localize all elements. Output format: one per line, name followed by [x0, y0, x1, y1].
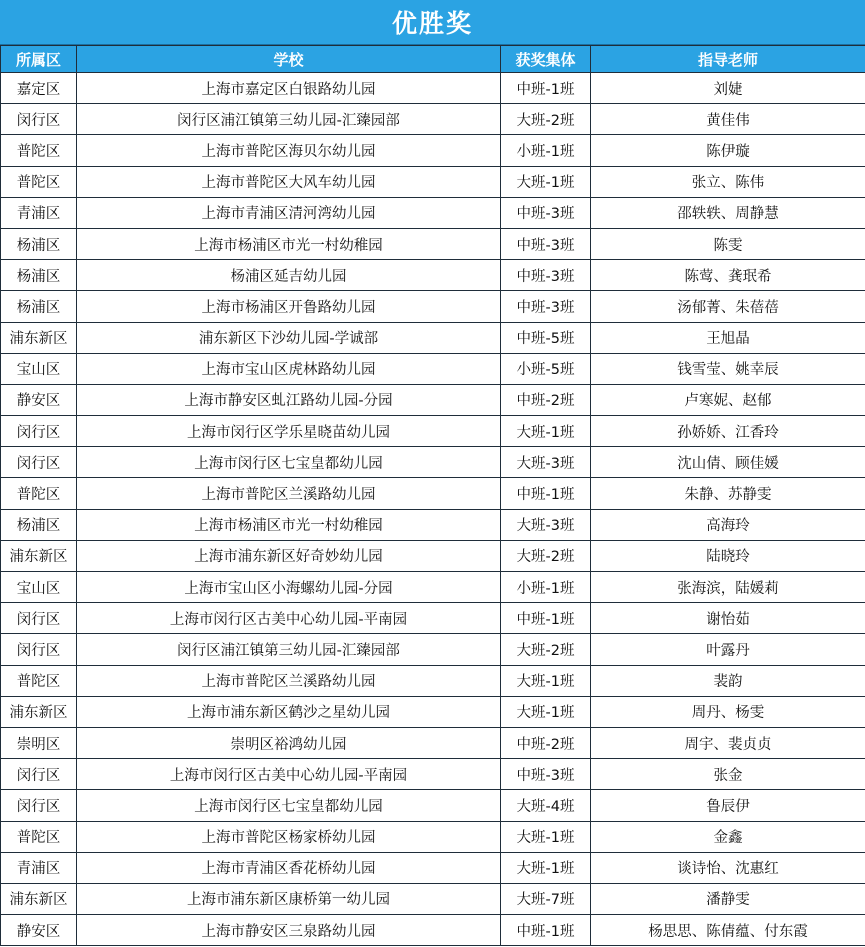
class-cell: 大班-1班: [501, 665, 591, 696]
table-row: [1, 634, 865, 665]
class-cell: 中班-2班: [501, 727, 591, 758]
class-cell: 大班-1班: [501, 166, 591, 197]
teacher-cell: 谈诗怡、沈惠红: [591, 852, 865, 883]
district-cell: 宝山区: [1, 572, 77, 603]
school-cell: 闵行区浦江镇第三幼儿园-汇臻园部: [77, 104, 501, 135]
sheet-title: 优胜奖: [0, 0, 865, 45]
district-cell: 浦东新区: [1, 322, 77, 353]
district-cell: 静安区: [1, 915, 77, 946]
school-cell: 闵行区浦江镇第三幼儿园-汇臻园部: [77, 634, 501, 665]
table-row: [1, 478, 865, 509]
district-cell: 浦东新区: [1, 540, 77, 571]
teacher-cell: 金鑫: [591, 821, 865, 852]
teacher-cell: 黄佳伟: [591, 104, 865, 135]
district-cell: 静安区: [1, 384, 77, 415]
district-cell: 嘉定区: [1, 73, 77, 104]
table-row: [1, 603, 865, 634]
district-cell: 杨浦区: [1, 291, 77, 322]
school-cell: 上海市宝山区小海螺幼儿园-分园: [77, 572, 501, 603]
teacher-cell: 高海玲: [591, 509, 865, 540]
column-header-district: 所属区: [1, 46, 77, 73]
table-row: [1, 384, 865, 415]
school-cell: 上海市普陀区海贝尔幼儿园: [77, 135, 501, 166]
class-cell: 小班-1班: [501, 135, 591, 166]
district-cell: 普陀区: [1, 478, 77, 509]
school-cell: 上海市宝山区虎林路幼儿园: [77, 353, 501, 384]
school-cell: 上海市闵行区七宝皇都幼儿园: [77, 790, 501, 821]
table-row: [1, 509, 865, 540]
teacher-cell: 张海滨，陆媛莉: [591, 572, 865, 603]
class-cell: 小班-5班: [501, 353, 591, 384]
table-row: [1, 790, 865, 821]
table-row: [1, 135, 865, 166]
class-cell: 中班-1班: [501, 915, 591, 946]
class-cell: 中班-3班: [501, 197, 591, 228]
class-cell: 中班-3班: [501, 260, 591, 291]
class-cell: 小班-1班: [501, 572, 591, 603]
class-cell: 大班-4班: [501, 790, 591, 821]
school-cell: 上海市普陀区兰溪路幼儿园: [77, 665, 501, 696]
award-table: [0, 45, 865, 946]
teacher-cell: 周宇、裴贞贞: [591, 727, 865, 758]
school-cell: 上海市普陀区兰溪路幼儿园: [77, 478, 501, 509]
class-cell: 中班-1班: [501, 73, 591, 104]
school-cell: 上海市闵行区七宝皇都幼儿园: [77, 447, 501, 478]
table-row: [1, 727, 865, 758]
school-cell: 上海市普陀区杨家桥幼儿园: [77, 821, 501, 852]
teacher-cell: 孙娇娇、江香玲: [591, 416, 865, 447]
district-cell: 杨浦区: [1, 228, 77, 259]
district-cell: 普陀区: [1, 135, 77, 166]
teacher-cell: 裴韵: [591, 665, 865, 696]
school-cell: 上海市浦东新区康桥第一幼儿园: [77, 883, 501, 914]
teacher-cell: 周丹、杨雯: [591, 696, 865, 727]
table-row: [1, 104, 865, 135]
teacher-cell: 刘婕: [591, 73, 865, 104]
table-row: [1, 883, 865, 914]
table-row: [1, 696, 865, 727]
district-cell: 闵行区: [1, 634, 77, 665]
teacher-cell: 潘静雯: [591, 883, 865, 914]
teacher-cell: 王旭晶: [591, 322, 865, 353]
teacher-cell: 陈莺、龚珉希: [591, 260, 865, 291]
class-cell: 大班-3班: [501, 447, 591, 478]
table-row: [1, 416, 865, 447]
class-cell: 大班-2班: [501, 634, 591, 665]
table-row: [1, 665, 865, 696]
school-cell: 上海市浦东新区鹤沙之星幼儿园: [77, 696, 501, 727]
school-cell: 崇明区裕鸿幼儿园: [77, 727, 501, 758]
teacher-cell: 陈雯: [591, 228, 865, 259]
class-cell: 中班-3班: [501, 228, 591, 259]
district-cell: 闵行区: [1, 104, 77, 135]
district-cell: 普陀区: [1, 166, 77, 197]
teacher-cell: 谢怡茹: [591, 603, 865, 634]
district-cell: 闵行区: [1, 603, 77, 634]
class-cell: 中班-1班: [501, 603, 591, 634]
class-cell: 大班-7班: [501, 883, 591, 914]
district-cell: 杨浦区: [1, 260, 77, 291]
table-row: [1, 821, 865, 852]
table-row: [1, 572, 865, 603]
table-row: [1, 73, 865, 104]
table-row: [1, 447, 865, 478]
table-row: [1, 260, 865, 291]
school-cell: 上海市普陀区大风车幼儿园: [77, 166, 501, 197]
teacher-cell: 杨思思、陈倩蕴、付东霞: [591, 915, 865, 946]
class-cell: 中班-3班: [501, 759, 591, 790]
class-cell: 大班-2班: [501, 104, 591, 135]
district-cell: 闵行区: [1, 790, 77, 821]
teacher-cell: 张金: [591, 759, 865, 790]
teacher-cell: 叶露丹: [591, 634, 865, 665]
table-row: [1, 915, 865, 946]
school-cell: 上海市嘉定区白银路幼儿园: [77, 73, 501, 104]
table-row: [1, 197, 865, 228]
school-cell: 上海市杨浦区开鲁路幼儿园: [77, 291, 501, 322]
school-cell: 上海市青浦区清河湾幼儿园: [77, 197, 501, 228]
class-cell: 大班-3班: [501, 509, 591, 540]
class-cell: 中班-3班: [501, 291, 591, 322]
district-cell: 普陀区: [1, 821, 77, 852]
table-row: [1, 540, 865, 571]
school-cell: 上海市杨浦区市光一村幼稚园: [77, 509, 501, 540]
district-cell: 青浦区: [1, 852, 77, 883]
table-row: [1, 166, 865, 197]
teacher-cell: 陈伊璇: [591, 135, 865, 166]
teacher-cell: 邵轶轶、周静慧: [591, 197, 865, 228]
district-cell: 浦东新区: [1, 696, 77, 727]
teacher-cell: 鲁辰伊: [591, 790, 865, 821]
teacher-cell: 卢寒妮、赵郁: [591, 384, 865, 415]
school-cell: 上海市青浦区香花桥幼儿园: [77, 852, 501, 883]
class-cell: 中班-5班: [501, 322, 591, 353]
teacher-cell: 朱静、苏静雯: [591, 478, 865, 509]
class-cell: 大班-1班: [501, 852, 591, 883]
school-cell: 上海市闵行区古美中心幼儿园-平南园: [77, 603, 501, 634]
teacher-cell: 钱雪莹、姚幸辰: [591, 353, 865, 384]
district-cell: 普陀区: [1, 665, 77, 696]
district-cell: 闵行区: [1, 416, 77, 447]
class-cell: 大班-1班: [501, 416, 591, 447]
table-row: [1, 353, 865, 384]
district-cell: 青浦区: [1, 197, 77, 228]
school-cell: 杨浦区延吉幼儿园: [77, 260, 501, 291]
column-header-school: 学校: [77, 46, 501, 73]
column-header-teacher: 指导老师: [591, 46, 865, 73]
table-row: [1, 228, 865, 259]
district-cell: 闵行区: [1, 759, 77, 790]
teacher-cell: 张立、陈伟: [591, 166, 865, 197]
teacher-cell: 汤郁菁、朱蓓蓓: [591, 291, 865, 322]
class-cell: 中班-2班: [501, 384, 591, 415]
table-row: [1, 291, 865, 322]
table-row: [1, 322, 865, 353]
school-cell: 浦东新区下沙幼儿园-学诚部: [77, 322, 501, 353]
school-cell: 上海市静安区虬江路幼儿园-分园: [77, 384, 501, 415]
district-cell: 浦东新区: [1, 883, 77, 914]
school-cell: 上海市闵行区古美中心幼儿园-平南园: [77, 759, 501, 790]
district-cell: 宝山区: [1, 353, 77, 384]
column-header-class: 获奖集体: [501, 46, 591, 73]
class-cell: 中班-1班: [501, 478, 591, 509]
header-row: [1, 46, 865, 73]
teacher-cell: 沈山倩、顾佳媛: [591, 447, 865, 478]
table-row: [1, 852, 865, 883]
school-cell: 上海市杨浦区市光一村幼稚园: [77, 228, 501, 259]
class-cell: 大班-1班: [501, 696, 591, 727]
district-cell: 杨浦区: [1, 509, 77, 540]
district-cell: 闵行区: [1, 447, 77, 478]
teacher-cell: 陆晓玲: [591, 540, 865, 571]
table-row: [1, 759, 865, 790]
class-cell: 大班-2班: [501, 540, 591, 571]
school-cell: 上海市闵行区学乐星晓苗幼儿园: [77, 416, 501, 447]
school-cell: 上海市浦东新区好奇妙幼儿园: [77, 540, 501, 571]
class-cell: 大班-1班: [501, 821, 591, 852]
district-cell: 崇明区: [1, 727, 77, 758]
school-cell: 上海市静安区三泉路幼儿园: [77, 915, 501, 946]
